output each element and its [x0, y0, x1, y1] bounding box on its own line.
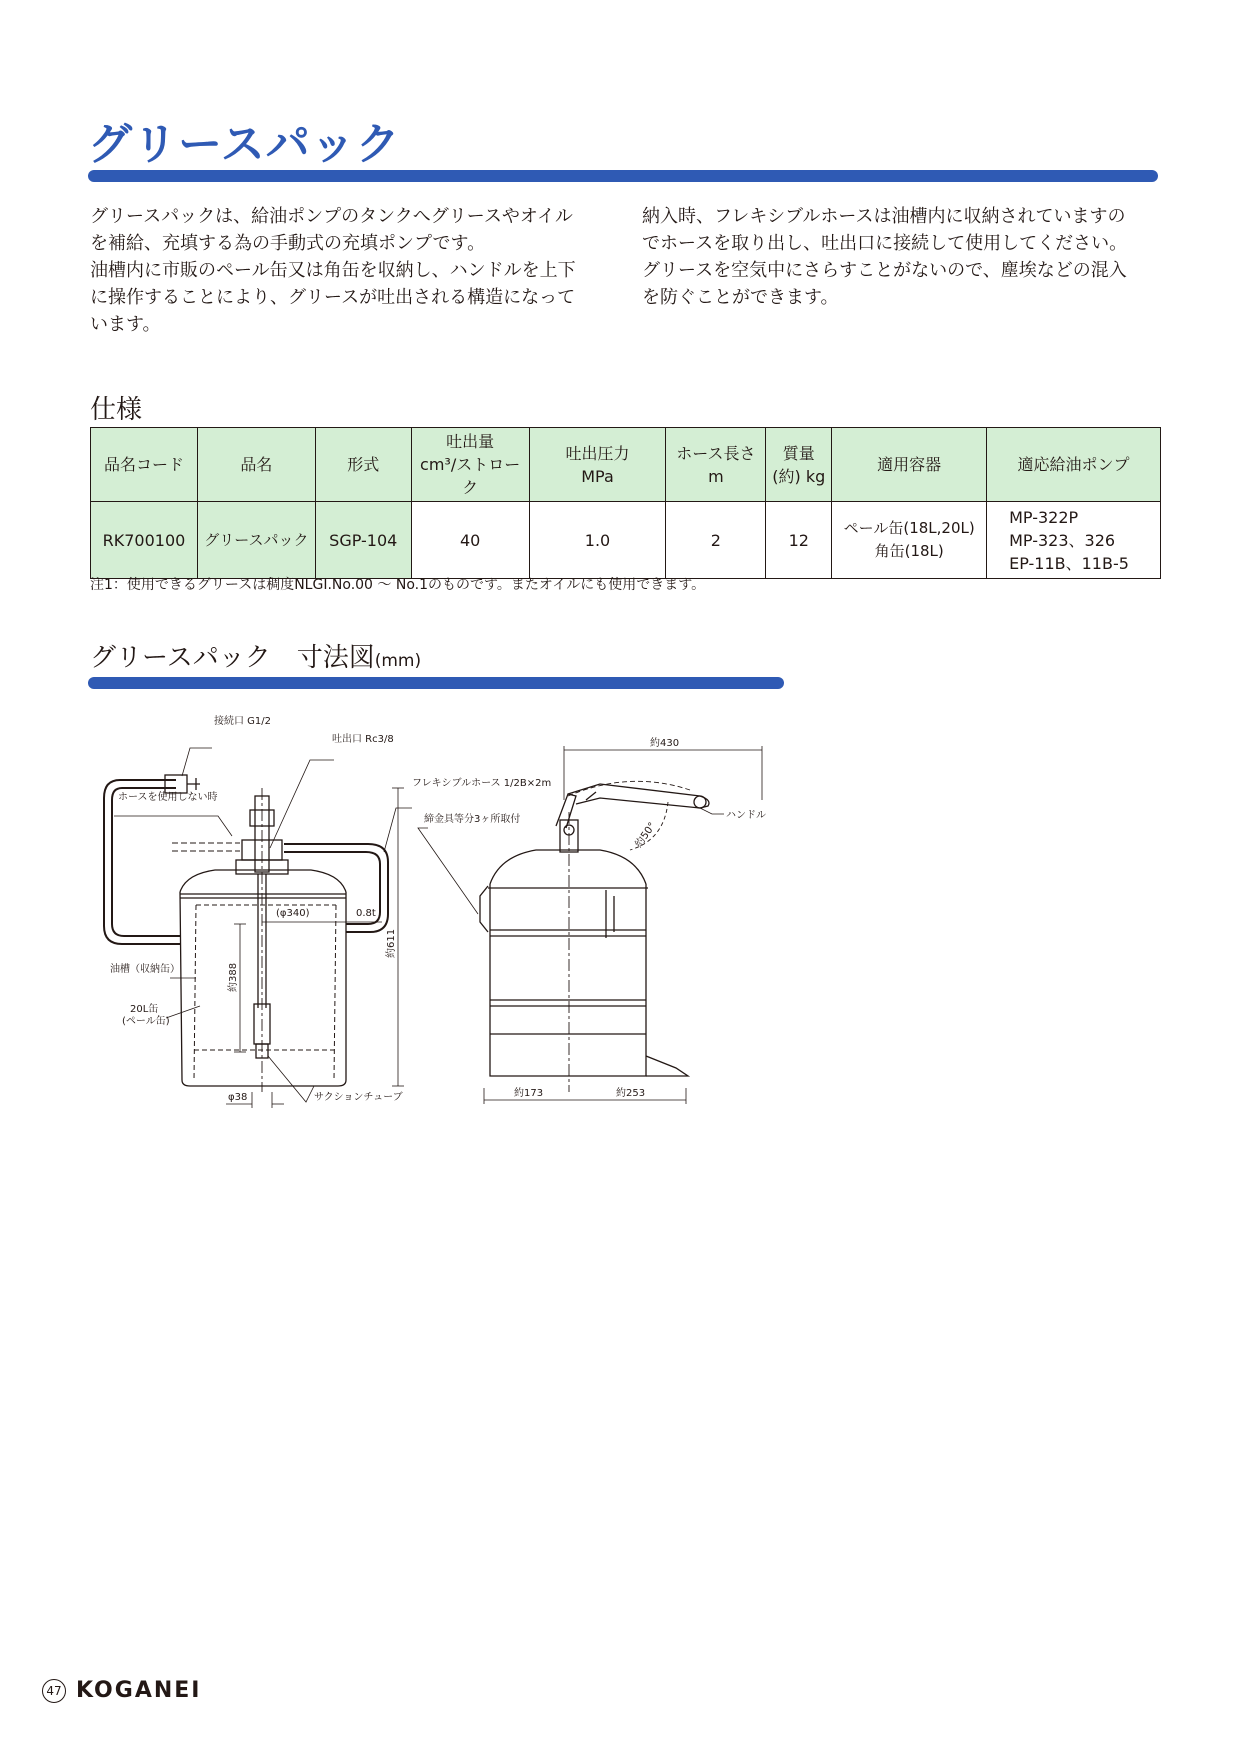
- label-outlet: 吐出口 Rc3/8: [332, 734, 394, 745]
- label-can20-line1: 20L缶: [130, 1004, 159, 1015]
- cell-pump-line1: MP-322P: [1009, 507, 1079, 527]
- header-pressure-line1: 吐出圧力: [565, 443, 630, 463]
- page-number: 47: [42, 1679, 66, 1703]
- label-h611: 約611: [386, 928, 397, 958]
- label-h388: 約388: [228, 962, 239, 992]
- header-mass-line1: 質量: [782, 443, 815, 463]
- intro-left-line: います。: [90, 314, 161, 335]
- label-flexible-hose: フレキシブルホース 1/2B×2m: [412, 778, 552, 789]
- header-hose-line2: m: [708, 466, 724, 486]
- dimension-drawing: [0, 700, 766, 1130]
- label-connection: 接続口 G1/2: [214, 716, 272, 727]
- header-pump: 適応給油ポンプ: [987, 428, 1161, 502]
- cell-code: RK700100: [91, 502, 198, 579]
- label-oil-tank: 油槽（収納缶）: [110, 964, 180, 975]
- cell-name: グリースパック: [197, 502, 315, 579]
- header-discharge-line1: 吐出量: [446, 432, 495, 451]
- intro-right-line: を防ぐことができます。: [642, 287, 839, 308]
- intro-left: [90, 203, 610, 338]
- spec-table: [90, 427, 1161, 579]
- label-fastener: 締金具等分3ヶ所取付: [424, 814, 521, 825]
- spec-heading: 仕様: [90, 395, 143, 425]
- cell-pump-line3: EP-11B、11B-5: [1009, 553, 1129, 573]
- header-pressure-line2: MPa: [581, 466, 614, 486]
- label-phi340: (φ340): [276, 908, 310, 919]
- table-row: [91, 502, 1161, 579]
- header-model: 形式: [315, 428, 411, 502]
- dimension-heading-unit: (mm): [374, 651, 422, 671]
- label-phi38: φ38: [228, 1092, 248, 1103]
- intro-right-line: 納入時、フレキシブルホースは油槽内に収納されていますの: [642, 206, 1126, 227]
- intro-left-line: に操作することにより、グリースが吐出される構造になって: [90, 287, 576, 308]
- intro-left-line: グリースパックは、給油ポンプのタンクへグリースやオイル: [90, 206, 573, 227]
- header-mass: [766, 428, 832, 502]
- label-w430: 約430: [650, 738, 680, 749]
- header-discharge-line2: cm³/ストローク: [420, 455, 521, 497]
- header-pressure: [529, 428, 666, 502]
- dimension-heading-text: グリースパック 寸法図: [90, 643, 375, 673]
- page-title: グリースパック: [88, 119, 401, 170]
- label-handle: ハンドル: [726, 810, 766, 821]
- label-can20-line2: (ペール缶): [122, 1016, 170, 1027]
- header-discharge: [411, 428, 529, 502]
- cell-pump-line2: MP-323、326: [1009, 530, 1116, 550]
- cell-container: [832, 502, 987, 579]
- intro-right: [642, 203, 1162, 311]
- label-suction-tube: サクションチューブ: [314, 1092, 403, 1103]
- cell-mass: 12: [766, 502, 832, 579]
- brand-logo: KOGANEI: [76, 1678, 202, 1703]
- header-container: 適用容器: [832, 428, 987, 502]
- header-name: 品名: [197, 428, 315, 502]
- intro-left-line: 油槽内に市販のペール缶又は角缶を収納し、ハンドルを上下: [90, 260, 576, 281]
- header-hose: [666, 428, 766, 502]
- label-w173: 約173: [514, 1088, 544, 1099]
- title-rule: [88, 170, 1158, 182]
- intro-right-line: グリースを空気中にさらすことがないので、塵埃などの混入: [642, 260, 1127, 281]
- header-code: 品名コード: [91, 428, 198, 502]
- label-t08: 0.8t: [356, 908, 376, 919]
- dimension-rule: [88, 677, 784, 689]
- header-hose-line1: ホース長さ: [676, 443, 756, 463]
- cell-pressure: 1.0: [529, 502, 666, 579]
- intro-left-line: を補給、充填する為の手動式の充填ポンプです。: [90, 233, 486, 254]
- intro-right-line: でホースを取り出し、吐出口に接続して使用してください。: [642, 233, 1128, 254]
- cell-discharge: 40: [411, 502, 529, 579]
- cell-pump: [987, 502, 1161, 579]
- header-mass-line2: (約) kg: [772, 466, 826, 486]
- cell-hose: 2: [666, 502, 766, 579]
- cell-model: SGP-104: [315, 502, 411, 579]
- spec-header-row: [91, 428, 1161, 502]
- label-w253: 約253: [616, 1088, 646, 1099]
- spec-note: 注1：使用できるグリースは稠度NLGI.No.00 ～ No.1のものです。またオイルにも使用できます。: [90, 577, 706, 593]
- dimension-heading: [90, 637, 421, 674]
- cell-container-line1: ペール缶(18L,20L): [843, 519, 975, 537]
- label-r50: 約50°: [633, 820, 659, 850]
- cell-container-line2: 角缶(18L): [874, 542, 944, 560]
- label-hose-unused: ホースを使用しない時: [118, 792, 218, 803]
